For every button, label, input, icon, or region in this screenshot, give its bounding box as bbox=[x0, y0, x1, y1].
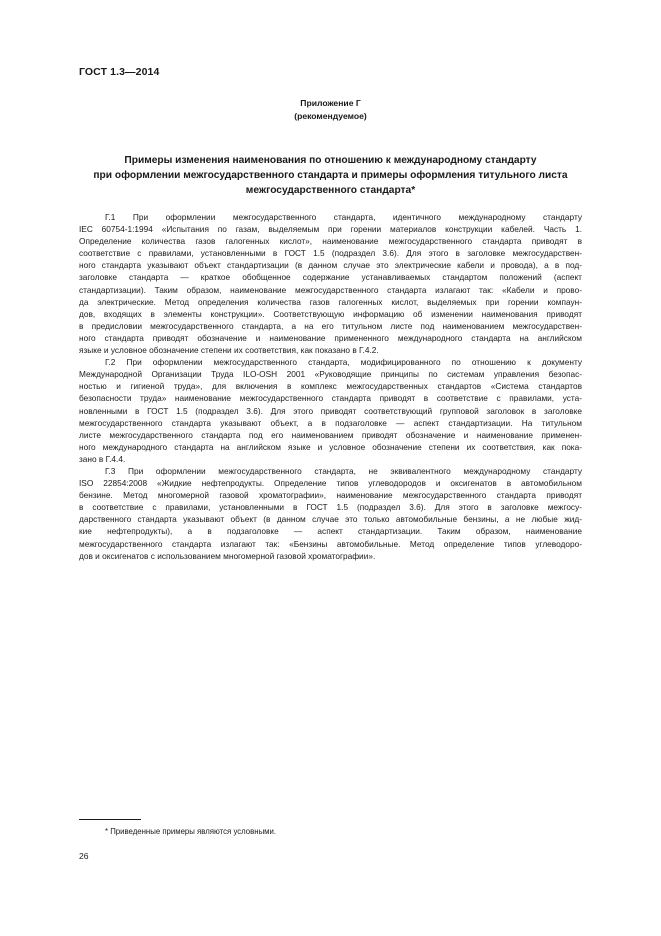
text-line: в соответствие с правилами, установленными в ГОСТ 1.5 (подраздел 3.6). Для этого в заголовке межгосу- bbox=[79, 502, 582, 513]
paragraph bbox=[79, 211, 582, 356]
text-line: да электрические. Метод определения количества газов галогенных кислот, выделяемых при горении компаун- bbox=[79, 296, 582, 307]
text-line: IEC 60754-1:1994 «Испытания по газам, выделяемым при горении материалов конструкции кабелей. Часть 1. bbox=[79, 224, 582, 235]
appendix-label: Приложение Г bbox=[300, 98, 361, 108]
text-line: языке и условное обозначение степени их соответствия, как показано в Г.4.2. bbox=[79, 345, 379, 356]
text-line: Г.1 При оформлении межгосударственного стандарта, идентичного международному стандарту bbox=[105, 212, 582, 222]
text-line: в предисловии межгосударственного стандарта, а на его титульном листе под наименованием межгосударствен- bbox=[79, 320, 582, 331]
text-line: межгосударственного стандарта указывают объект, а в подзаголовке — аспект стандартизации. На титульном bbox=[79, 417, 582, 428]
paragraph bbox=[79, 465, 582, 562]
paragraph bbox=[79, 356, 582, 465]
text-line: бензине. Метод многомерной газовой хроматографии», наименование межгосударственного стандарта приводят bbox=[79, 490, 582, 501]
text-line: ISO 22854:2008 «Жидкие нефтепродукты. Определение типов углеводородов и оксигенатов в автомобильном bbox=[79, 478, 582, 489]
text-line: ного стандарта указывают объект стандартизации (в данном случае это электрические кабели и провода), а в под- bbox=[79, 260, 582, 271]
footnote: * Приведенные примеры являются условными. bbox=[105, 827, 277, 836]
text-line: ного стандарта приводят обозначение и наименование примененного международного стандарта на английском bbox=[79, 332, 582, 343]
text-line: ного международного стандарта на английском языке и условное обозначение степени их соответствия, как пока- bbox=[79, 441, 582, 452]
text-line: безопасности труда» наименование межгосударственного стандарта приводят в соответствие с правилами, уста- bbox=[79, 393, 582, 404]
appendix-heading bbox=[79, 97, 582, 123]
page-number: 26 bbox=[79, 851, 89, 861]
title-line: Примеры изменения наименования по отношению к международному стандарту bbox=[124, 155, 537, 166]
footnote-rule bbox=[79, 819, 141, 820]
title-line: при оформлении межгосударственного стандарта и примеры оформления титульного листа bbox=[93, 170, 568, 181]
text-line: Г.2 При оформлении межгосударственного стандарта, модифицированного по отношению к документу bbox=[105, 357, 582, 368]
text-line: листе межгосударственного стандарта под его наименованием приводят обозначение и наименование применен- bbox=[79, 429, 582, 440]
text-line: дов и оксигенатов с использованием многомерной газовой хроматографии». bbox=[79, 550, 376, 561]
appendix-status: (рекомендуемое) bbox=[294, 111, 367, 121]
text-line: соответствие с правилами, установленными в ГОСТ 1.5 (подраздел 3.6). Для этого в заголовке межгосударствен- bbox=[79, 248, 582, 259]
text-line: дарственного стандарта указывают объект (в данном случае это только автомобильные бензины, а не любые жид- bbox=[79, 514, 582, 525]
text-line: зано в Г.4.4. bbox=[79, 453, 126, 464]
text-line: стандартизации). Таким образом, наименование межгосударственного стандарта излагают так: «Кабели и прово- bbox=[79, 284, 582, 295]
text-line: дов, входящих в элементы конструкции». Соответствующую информацию об изменении наименования приводят bbox=[79, 308, 582, 319]
text-line: заголовке стандарта — краткое обобщенное содержание устанавливаемых стандартом положений (аспект bbox=[79, 272, 582, 283]
appendix-title bbox=[79, 153, 582, 198]
text-line: Г.3 При оформлении межгосударственного стандарта, не эквивалентного международному стандарту bbox=[105, 465, 582, 476]
text-line: кие нефтепродукты), а в подзаголовке — аспект стандартизации. Таким образом, наименование bbox=[79, 526, 582, 537]
text-line: ностью и гигиеной труда», для включения в комплекс межгосударственных стандартов «Система стандартов bbox=[79, 381, 582, 392]
document-body bbox=[79, 211, 582, 562]
text-line: новленными в ГОСТ 1.5 (подраздел 3.6). Для этого приводят соответствующий групповой заголовок в заголовке bbox=[79, 405, 582, 416]
text-line: Международной Организации Труда ILO-OSH 2001 «Руководящие принципы по системам управления безопас- bbox=[79, 369, 582, 380]
text-line: Определение количества газов галогенных кислот», наименование межгосударственного стандарта приводят в bbox=[79, 236, 582, 247]
text-line: межгосударственного стандарта излагают так: «Бензины автомобильные. Метод определение типов углеводоро- bbox=[79, 538, 582, 549]
document-code: ГОСТ 1.3—2014 bbox=[79, 66, 160, 78]
title-line: межгосударственного стандарта* bbox=[245, 185, 416, 196]
